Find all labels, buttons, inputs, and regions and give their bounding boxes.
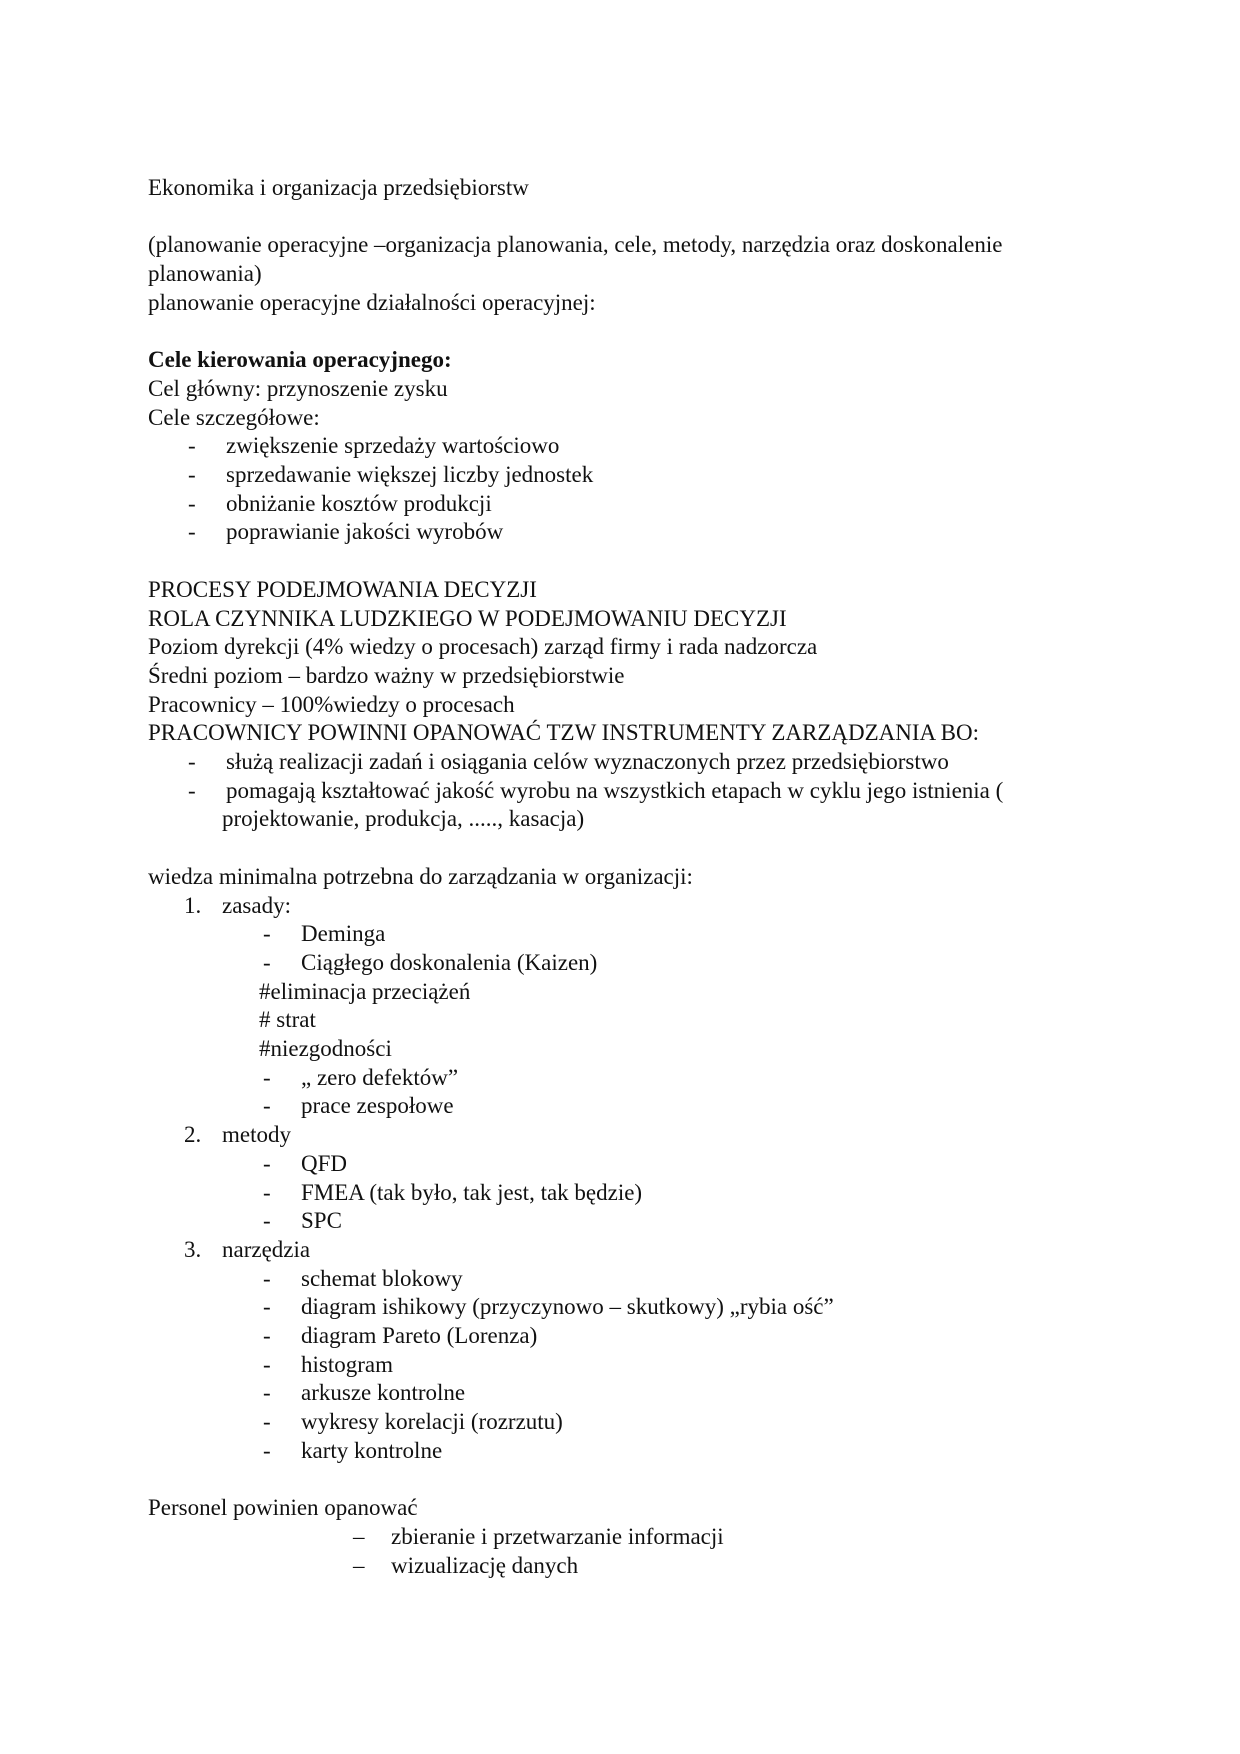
list-item-text: karty kontrolne xyxy=(301,1437,443,1463)
bullet-dash: - xyxy=(263,1380,271,1406)
bullet-dash: - xyxy=(188,490,196,516)
list-item-text: „ zero defektów” xyxy=(301,1064,459,1090)
list-item xyxy=(148,1552,1108,1581)
list-item-text: Ciągłego doskonalenia (Kaizen) xyxy=(301,949,598,975)
list-item-text: zbieranie i przetwarzanie informacji xyxy=(391,1523,724,1549)
decisions-line-1: Poziom dyrekcji (4% wiedzy o procesach) zarząd firmy i rada nadzorcza xyxy=(148,634,818,660)
document-body xyxy=(148,174,1108,1580)
list-item-text: arkusze kontrolne xyxy=(301,1380,466,1406)
list-item xyxy=(148,1150,1108,1179)
item-number: 2. xyxy=(184,1122,202,1148)
list-item xyxy=(148,777,1108,806)
bullet-dash: - xyxy=(263,1409,271,1435)
bullet-dash: - xyxy=(263,1208,271,1234)
bullet-dash: - xyxy=(263,1294,271,1320)
spacer xyxy=(148,834,1108,863)
bullet-dash: - xyxy=(188,433,196,459)
bullet-dash: - xyxy=(263,1351,271,1377)
item-number: 3. xyxy=(184,1236,202,1262)
list-item-text: wizualizację danych xyxy=(391,1552,579,1578)
knowledge-intro: wiedza minimalna potrzebna do zarządzania w organizacji: xyxy=(148,863,693,889)
bullet-dash: - xyxy=(263,1265,271,1291)
bullet-dash: - xyxy=(263,1064,271,1090)
hash-item: #eliminacja przeciążeń xyxy=(259,978,471,1004)
list-item-text: pomagają kształtować jakość wyrobu na wszystkich etapach w cyklu jego istnienia ( xyxy=(226,777,1004,803)
personnel-intro: Personel powinien opanować xyxy=(148,1495,418,1521)
list-item-text: obniżanie kosztów produkcji xyxy=(226,490,492,516)
spacer xyxy=(148,203,1108,232)
spacer xyxy=(148,318,1108,347)
list-item-text: wykresy korelacji (rozrzutu) xyxy=(301,1409,563,1435)
goals-heading: Cele kierowania operacyjnego: xyxy=(148,347,452,373)
list-item-continuation: projektowanie, produkcja, ....., kasacja) xyxy=(222,806,585,832)
item-number: 1. xyxy=(184,892,202,918)
numbered-item-label: metody xyxy=(222,1122,291,1148)
list-item xyxy=(148,490,1108,519)
list-item-text: QFD xyxy=(301,1150,348,1176)
bullet-dash: – xyxy=(353,1523,365,1549)
list-item-text: służą realizacji zadań i osiągania celów wyznaczonych przez przedsiębiorstwo xyxy=(226,749,949,775)
hash-item: # strat xyxy=(259,1007,316,1033)
intro-line: planowanie operacyjne działalności operacyjnej: xyxy=(148,289,596,315)
decisions-line-3: Pracownicy – 100%wiedzy o procesach xyxy=(148,691,515,717)
decisions-line-4: PRACOWNICY POWINNI OPANOWAĆ TZW INSTRUMENTY ZARZĄDZANIA BO: xyxy=(148,720,979,746)
list-item-text: sprzedawanie większej liczby jednostek xyxy=(226,462,594,487)
list-item xyxy=(148,1265,1108,1294)
hash-item: #niezgodności xyxy=(259,1036,392,1062)
list-item xyxy=(148,1523,1108,1552)
list-item xyxy=(148,1408,1108,1437)
list-item xyxy=(148,748,1108,777)
list-item-text: histogram xyxy=(301,1351,393,1377)
document-title: Ekonomika i organizacja przedsiębiorstw xyxy=(148,175,529,200)
bullet-dash: - xyxy=(263,1150,271,1176)
numbered-item xyxy=(148,892,1108,921)
bullet-dash: - xyxy=(188,749,196,775)
list-item-text: zwiększenie sprzedaży wartościowo xyxy=(226,433,560,459)
list-item-text: FMEA (tak było, tak jest, tak będzie) xyxy=(301,1179,643,1205)
bullet-dash: - xyxy=(263,1093,271,1119)
spacer xyxy=(148,547,1108,576)
decisions-line-2: Średni poziom – bardzo ważny w przedsiębiorstwie xyxy=(148,662,625,688)
list-item-text: schemat blokowy xyxy=(301,1265,463,1291)
list-item-text: prace zespołowe xyxy=(301,1093,454,1119)
list-item xyxy=(148,1322,1108,1351)
list-item xyxy=(148,949,1108,978)
detailed-goals-label: Cele szczegółowe: xyxy=(148,404,320,430)
bullet-dash: - xyxy=(263,921,271,947)
list-item xyxy=(148,920,1108,949)
list-item xyxy=(148,1437,1108,1466)
intro-paren-line-2: planowania) xyxy=(148,261,262,287)
numbered-item xyxy=(148,1236,1108,1265)
bullet-dash: - xyxy=(188,519,196,545)
list-item xyxy=(148,1207,1108,1236)
bullet-dash: - xyxy=(188,777,196,803)
list-item-text: poprawianie jakości wyrobów xyxy=(226,519,504,545)
list-item-text: diagram ishikowy (przyczynowo – skutkowy) „rybia ość” xyxy=(301,1294,834,1320)
list-item-text: diagram Pareto (Lorenza) xyxy=(301,1323,538,1349)
intro-paren-line-1: (planowanie operacyjne –organizacja planowania, cele, metody, narzędzia oraz doskonalenie xyxy=(148,232,1003,258)
decisions-heading-1: PROCESY PODEJMOWANIA DECYZJI xyxy=(148,576,537,602)
list-item xyxy=(148,1379,1108,1408)
list-item xyxy=(148,518,1108,547)
bullet-dash: – xyxy=(353,1552,365,1578)
list-item-text: SPC xyxy=(301,1208,342,1234)
list-item xyxy=(148,461,1108,490)
numbered-item-label: zasady: xyxy=(222,892,291,918)
decisions-heading-2: ROLA CZYNNIKA LUDZKIEGO W PODEJMOWANIU DECYZJI xyxy=(148,605,787,631)
list-item xyxy=(148,432,1108,461)
bullet-dash: - xyxy=(263,1179,271,1205)
list-item xyxy=(148,1064,1108,1093)
spacer xyxy=(148,1466,1108,1495)
list-item xyxy=(148,1351,1108,1380)
bullet-dash: - xyxy=(263,949,271,975)
list-item xyxy=(148,1179,1108,1208)
numbered-item xyxy=(148,1121,1108,1150)
numbered-item-label: narzędzia xyxy=(222,1236,311,1262)
bullet-dash: - xyxy=(188,462,196,487)
list-item-text: Deminga xyxy=(301,921,386,947)
bullet-dash: - xyxy=(263,1323,271,1349)
list-item xyxy=(148,1293,1108,1322)
main-goal: Cel główny: przynoszenie zysku xyxy=(148,375,448,401)
bullet-dash: - xyxy=(263,1437,271,1463)
list-item xyxy=(148,1092,1108,1121)
